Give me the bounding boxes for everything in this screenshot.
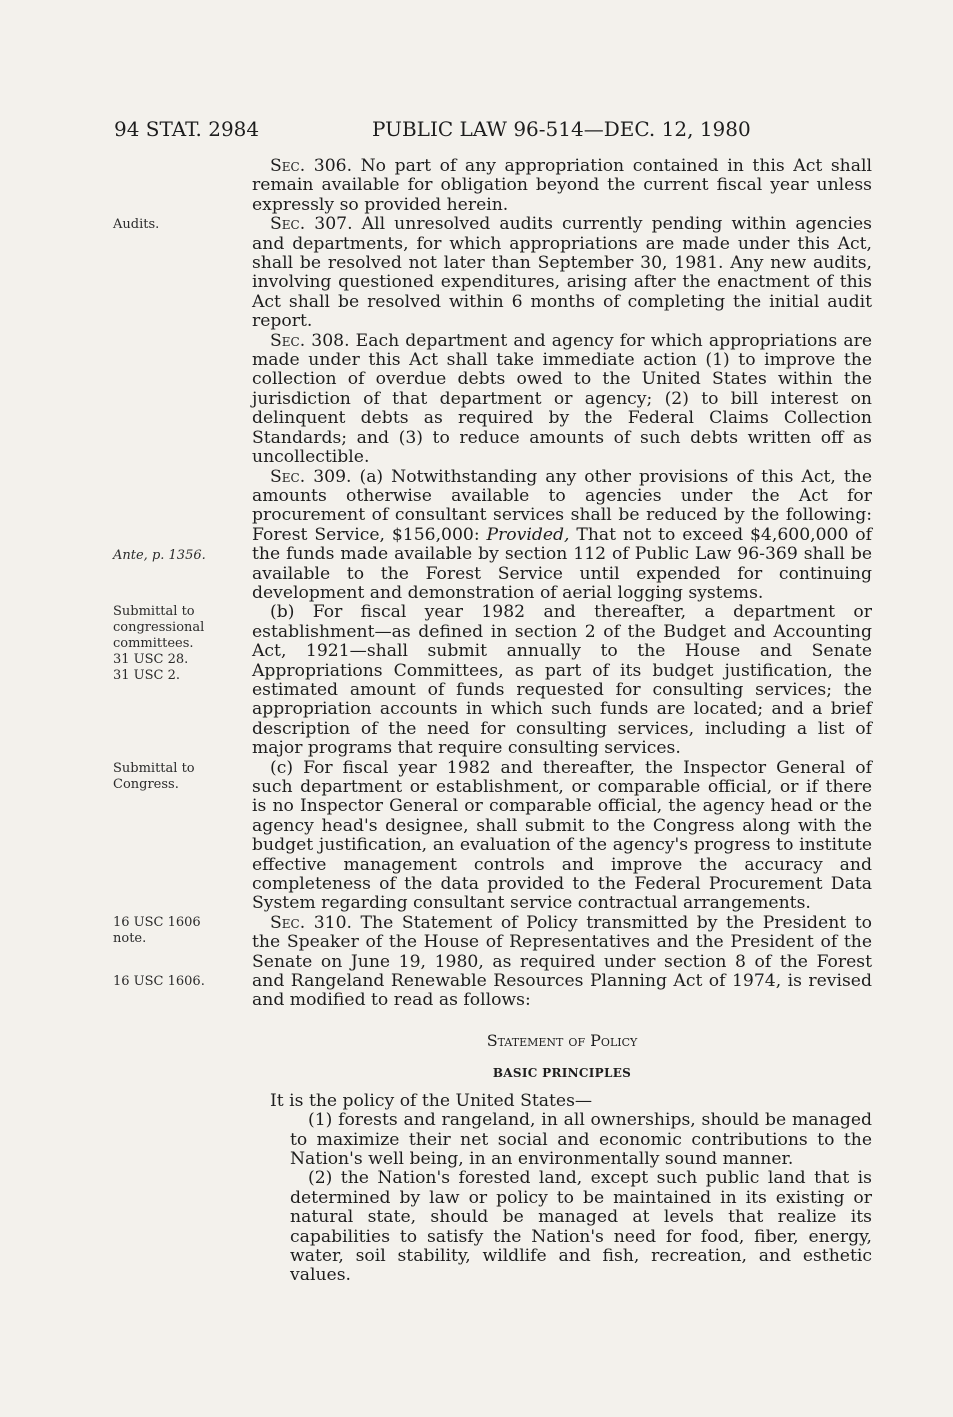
section-309-b: (b) For fiscal year 1982 and thereafter, a department or establishment—as defined in section 2 of the Budget and Accounting Act, 1921—shall submit annually to the House and Senate Appropriations Committees, as part of its budget justification, the estimated amount of funds requested for consulting services; the appropriation accounts in which such funds are located; and a brief description of the need for consulting services, including a list of major programs that require consulting services. <box>252 602 872 759</box>
section-306 <box>252 157 872 215</box>
margin-note-line: 31 USC 28. <box>113 652 189 667</box>
margin-note-submittal-committees <box>113 604 204 684</box>
margin-note-ante <box>113 548 206 564</box>
basic-principles-heading: BASIC PRINCIPLES <box>492 1066 632 1081</box>
margin-note-text: Ante, p. 1356. <box>113 548 206 563</box>
margin-note-line: Submittal to <box>113 604 195 619</box>
margin-note-line: Submittal to <box>113 761 195 776</box>
statement-of-policy-heading: Statement of Policy <box>486 1030 638 1050</box>
policy-item-2: (2) the Nation's forested land, except such public land that is determined by law or policy to be maintained in its existing or natural state, should be managed at levels that realize its capabilities to satisfy the Nation's need for food, fiber, energy, water, soil stability, wildlife and fish, recreation, and esthetic values. <box>290 1168 872 1286</box>
margin-note-audits <box>113 217 159 233</box>
law-title: PUBLIC LAW 96-514—DEC. 12, 1980 <box>372 117 751 141</box>
margin-note-line: 16 USC 1606 <box>113 915 201 930</box>
margin-note-line: note. <box>113 931 147 946</box>
margin-note-usc-1606-note <box>113 915 201 947</box>
margin-note-text: 16 USC 1606. <box>113 974 205 989</box>
margin-note-usc-1606 <box>113 974 205 990</box>
section-text: . 310. The Statement of Policy transmitted by the President to the Speaker of the House of Representatives and the President of the Senate on June 19, 1980, as required under section 8 of the Forest and Rangeland Renewable Resources Planning Act of 1974, is revised and modified to read as follows: <box>252 912 872 1011</box>
margin-note-submittal-congress <box>113 761 195 793</box>
margin-note-line: congressional <box>113 620 205 635</box>
margin-note-line: committees. <box>113 636 194 651</box>
section-label: Sec <box>270 156 300 176</box>
policy-intro: It is the policy of the United States— <box>270 1090 593 1111</box>
section-text: . 306. No part of any appropriation contained in this Act shall remain available for obligation beyond the current fiscal year unless expressly so provided herein. <box>252 156 872 215</box>
document-body <box>252 157 872 1286</box>
section-label: Sec <box>270 466 300 487</box>
section-text: . 309. (a) Notwithstanding any other provisions of this Act, the amounts otherwise available to agencies under the Act for procurement of consultant services shall be reduced by the following: Forest Service, $156,000: <box>252 466 872 545</box>
page-header <box>114 117 874 143</box>
section-text: That not to exceed $4,600,000 of the funds made available by section 112 of Public Law 96-369 shall be available to the Forest Service until expended for continuing development and demonstration of aerial logging systems. <box>252 524 872 603</box>
section-text: . 307. All unresolved audits currently pending within agencies and departments, for which appropriations are made under this Act, shall be resolved not later than September 30, 1981. Any new audits, involving questioned expenditures, arising after the enactment of this Act shall be resolved within 6 months of completing the initial audit report. <box>252 214 872 332</box>
section-309-a <box>252 468 872 604</box>
margin-note-line: 31 USC 2. <box>113 668 181 683</box>
section-310 <box>252 914 872 1011</box>
section-label: Sec <box>270 912 300 933</box>
policy-item-1: (1) forests and rangeland, in all ownerships, should be managed to maximize their net social and economic contributions to the Nation's well being, in an environmentally sound manner. <box>290 1110 872 1169</box>
section-label: Sec <box>270 214 300 235</box>
section-307 <box>252 215 872 331</box>
section-label: Sec <box>270 330 300 351</box>
section-309-c: (c) For fiscal year 1982 and thereafter, the Inspector General of such department or establishment, or comparable official, or if there is no Inspector General or comparable official, the agency head or the agency head's designee, shall submit to the Congress along with the budget justification, an evaluation of the agency's progress to institute effective management controls and improve the accuracy and completeness of the data provided to the Federal Procurement Data System regarding consultant service contractual arrangements. <box>252 757 872 914</box>
provided-term: Provided, <box>486 524 570 545</box>
margin-note-line: Congress. <box>113 777 179 792</box>
section-text: . 308. Each department and agency for which appropriations are made under this Act shall take immediate action (1) to improve the collection of overdue debts owed to the United States within the jurisdiction of that department or agency; (2) to bill interest on delinquent debts as required by the Federal Claims Collection Standards; and (3) to reduce amounts of such debts written off as uncollectible. <box>252 330 872 468</box>
statute-page-number: 94 STAT. 2984 <box>114 117 260 141</box>
section-308 <box>252 332 872 468</box>
margin-note-text: Audits. <box>113 217 160 232</box>
